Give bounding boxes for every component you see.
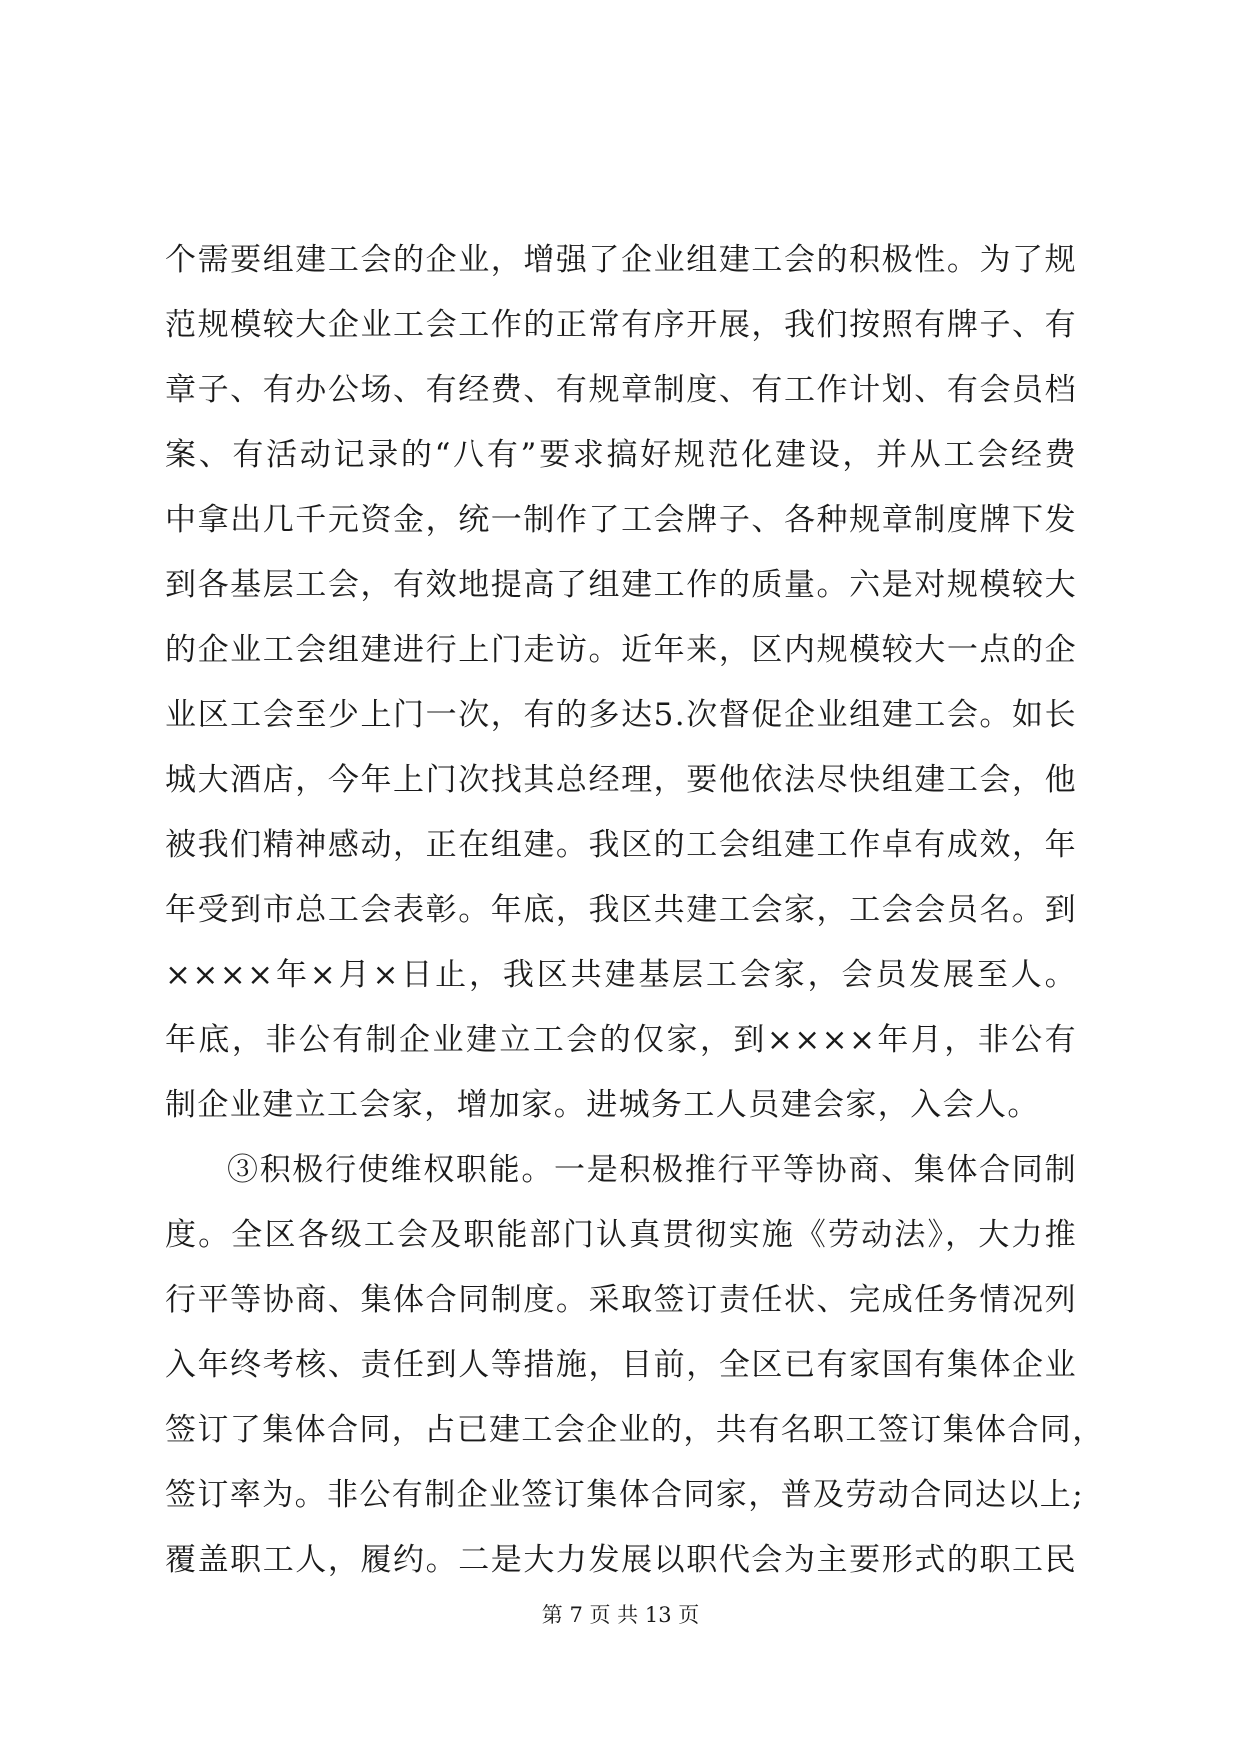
text-line: 城大酒店，今年上门次找其总经理，要他依法尽快组建工会，他 xyxy=(165,762,1077,798)
text-line: ××××年×月×日止，我区共建基层工会家，会员发展至人。 xyxy=(165,957,1077,993)
text-line: 中拿出几千元资金，统一制作了工会牌子、各种规章制度牌下发 xyxy=(165,502,1077,538)
text-line: 被我们精神感动，正在组建。我区的工会组建工作卓有成效，年 xyxy=(165,827,1077,863)
text-line: 年底，非公有制企业建立工会的仅家，到××××年月，非公有 xyxy=(165,1022,1077,1058)
text-line: 签订率为。非公有制企业签订集体合同家，普及劳动合同达以上; xyxy=(165,1477,1085,1513)
text-line: 案、有活动记录的“八有”要求搞好规范化建设，并从工会经费 xyxy=(165,437,1077,473)
text-line: 覆盖职工人，履约。二是大力发展以职代会为主要形式的职工民 xyxy=(165,1542,1077,1578)
text-line: 入年终考核、责任到人等措施，目前，全区已有家国有集体企业 xyxy=(165,1347,1077,1383)
text-line: 年受到市总工会表彰。年底，我区共建工会家，工会会员名。到 xyxy=(165,892,1077,928)
text-line: 个需要组建工会的企业，增强了企业组建工会的积极性。为了规 xyxy=(165,242,1077,278)
text-line: 的企业工会组建进行上门走访。近年来，区内规模较大一点的企 xyxy=(165,632,1077,668)
text-line: 范规模较大企业工会工作的正常有序开展，我们按照有牌子、有 xyxy=(165,307,1077,343)
paragraph-first-line: ③积极行使维权职能。一是积极推行平等协商、集体合同制 xyxy=(227,1152,1077,1188)
text-line: 签订了集体合同，占已建工会企业的，共有名职工签订集体合同， xyxy=(165,1412,1105,1448)
page-number: 第 7 页 共 13 页 xyxy=(541,1603,700,1627)
text-line: 行平等协商、集体合同制度。采取签订责任状、完成任务情况列 xyxy=(165,1282,1077,1318)
text-line: 到各基层工会，有效地提高了组建工作的质量。六是对规模较大 xyxy=(165,567,1077,603)
text-line: 业区工会至少上门一次，有的多达5.次督促企业组建工会。如长 xyxy=(165,697,1077,733)
text-line: 制企业建立工会家，增加家。进城务工人员建会家，入会人。 xyxy=(165,1087,1040,1123)
text-line: 度。全区各级工会及职能部门认真贯彻实施《劳动法》，大力推 xyxy=(165,1217,1077,1253)
body-text xyxy=(165,228,1105,1593)
text-line: 章子、有办公场、有经费、有规章制度、有工作计划、有会员档 xyxy=(165,372,1077,408)
